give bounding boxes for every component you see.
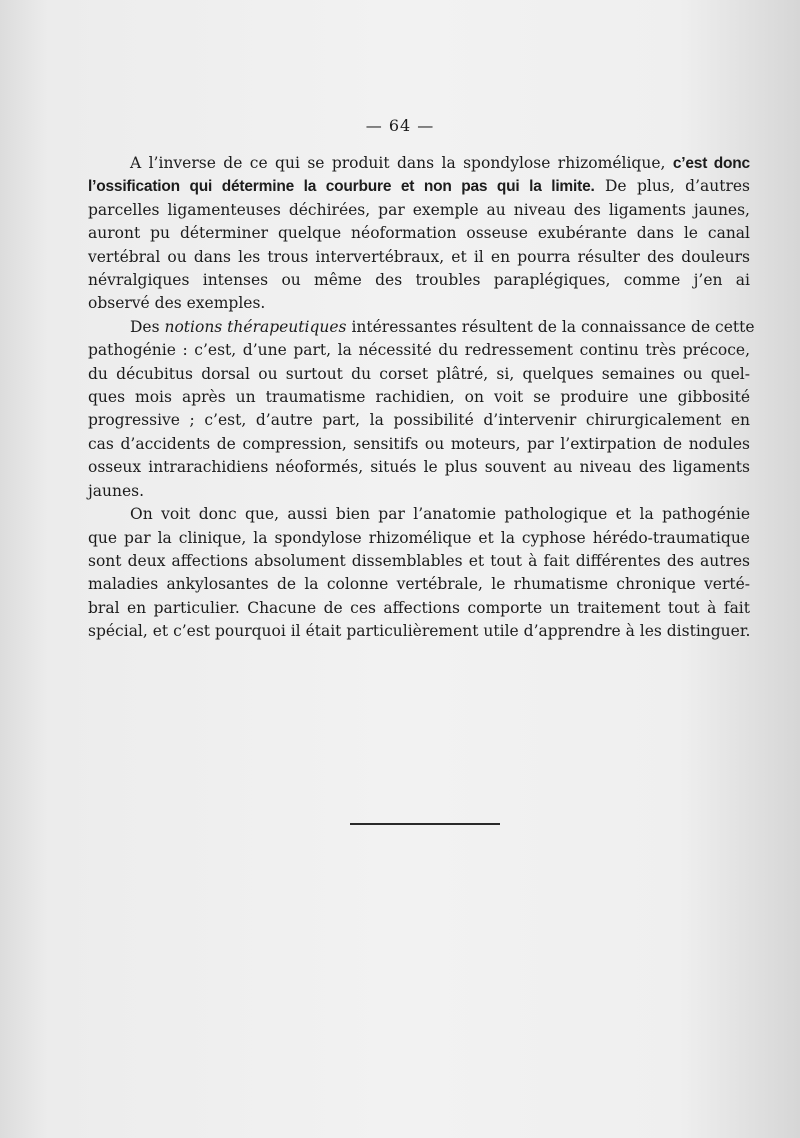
text-line [88,550,750,573]
text-line [88,175,750,198]
text-run: intéressantes résultent de la connaissance de cette [346,317,755,336]
text-line [88,527,750,550]
text-line [88,456,750,479]
text-line [88,246,750,269]
text-run: du décubitus dorsal ou surtout du corset plâtré, si, quelques semaines ou quel- [88,364,750,383]
paragraph [88,152,750,316]
text-run: ques mois après un traumatisme rachidien, on voit se produire une gibbosité [88,388,750,407]
text-line [88,597,750,620]
text-line [88,363,750,386]
text-run: A l’inverse de ce qui se produit dans la spondylose rhizomélique, [130,154,673,172]
text-run: spécial, et c’est pourquoi il était particulièrement utile d’apprendre à les distinguer. [88,622,751,641]
end-rule [350,823,500,825]
text-run: osseux intrarachidiens néoformés, situés le plus souvent au niveau des ligaments [88,458,750,477]
text-line [88,573,750,596]
text-run: On voit donc que, aussi bien par l’anatomie pathologique et la pathogénie [130,505,750,524]
text-line [88,339,750,362]
text-run: bral en particulier. Chacune de ces affections comporte un traitement tout à fait [88,598,750,617]
paragraph [88,503,750,643]
text-line [88,433,750,456]
text-line [88,503,750,526]
text-run: observé des exemples. [88,294,266,313]
text-line [88,269,750,292]
body-text [88,152,755,644]
text-line [88,480,750,503]
text-run: pathogénie : c’est, d’une part, la nécessité du redressement continu très précoce, [88,341,750,360]
text-run: parcelles ligamenteuses déchirées, par exemple au niveau des ligaments jaunes, [88,200,750,219]
bold-text: l’ossification qui détermine la courbure et non pas qui la limite. [88,178,595,196]
text-line [88,199,750,222]
text-run: névralgiques intenses ou même des troubles paraplégiques, comme j’en ai [88,271,750,290]
text-run: jaunes. [88,481,145,500]
text-line [88,620,750,643]
bold-text: c’est donc [672,155,750,172]
text-run: vertébral ou dans les trous intervertébraux, et il en pourra résulter des douleurs [88,247,750,266]
text-run: De plus, d’autres [594,177,750,196]
text-run: auront pu déterminer quelque néoformation osseuse exubérante dans le canal [88,224,750,243]
text-run: sont deux affections absolument dissemblables et tout à fait différentes des autres [88,551,750,570]
text-line [88,386,750,409]
text-line [88,409,750,432]
page-number: — 64 — [365,116,435,135]
paragraph [88,316,755,503]
text-run: Des [130,317,165,336]
text-line [88,222,750,245]
text-run: progressive ; c’est, d’autre part, la possibilité d’intervenir chirurgicalement en [88,411,750,430]
text-line [88,292,750,315]
text-run: que par la clinique, la spondylose rhizomélique et la cyphose hérédo-traumatique [88,528,750,547]
text-run: maladies ankylosantes de la colonne vertébrale, le rhumatisme chronique verté- [88,575,750,594]
italic-text: notions thérapeutiques [164,317,347,336]
text-line [88,316,755,339]
text-line [88,152,750,175]
text-run: cas d’accidents de compression, sensitifs ou moteurs, par l’extirpation de nodules [88,434,750,453]
